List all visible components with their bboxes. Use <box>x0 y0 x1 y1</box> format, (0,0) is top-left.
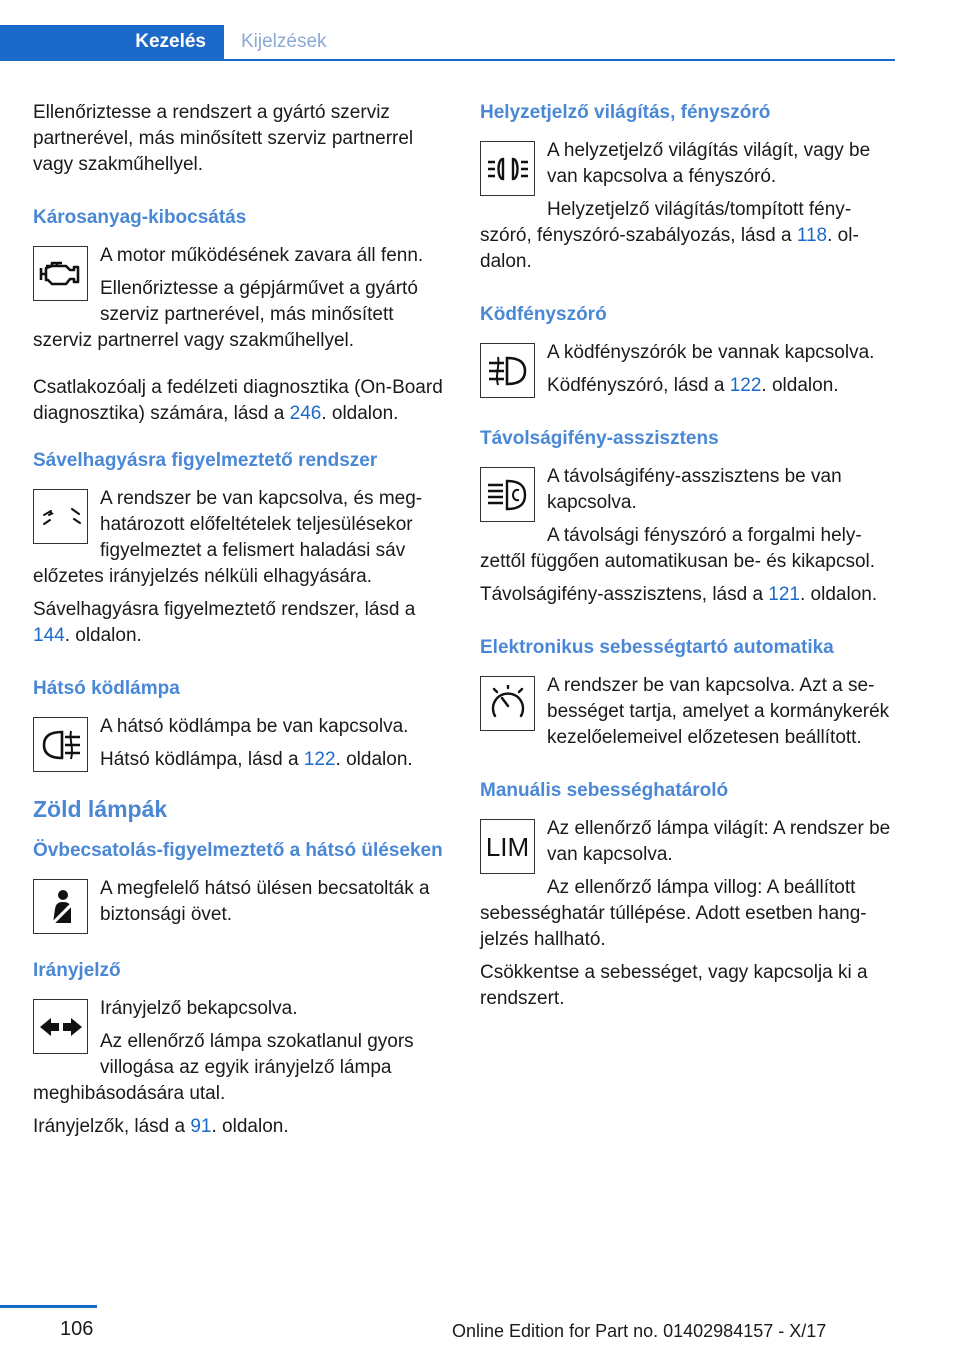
page-link-122-rear[interactable]: 122 <box>303 749 336 770</box>
fog-heading: Ködfényszóró <box>480 304 607 325</box>
footer-rule <box>0 1305 97 1308</box>
fog-reference: Ködfényszóró, lásd a 122. oldalon. <box>547 375 839 396</box>
parking-light-icon <box>480 141 535 196</box>
tab-bar <box>0 25 895 61</box>
high-beam-assist-icon <box>480 467 535 522</box>
page-link-246[interactable]: 246 <box>289 403 322 424</box>
limiter-section: LIM Az ellenőrző lámpa világít: A rendszer be van kapcsolva. Az ellenőrző lámpa villog: A beállított sebességhatár túllépése. Adott esetben hangjelzés hallható. <box>480 818 891 950</box>
fog-section: A ködfényszórók be vannak kapcsolva. Ködfényszóró, lásd a 122. oldalon. <box>480 340 892 406</box>
page-link-118[interactable]: 118 <box>796 225 828 246</box>
parking-reference: Helyzetjelző világítás/tompított fényszóró, fényszóró-szabályozás, lásd a 118. oldalon. <box>480 199 859 272</box>
tab-underline <box>0 59 895 61</box>
rearfog-heading: Hátsó ködlámpa <box>33 678 180 699</box>
lane-heading: Sávelhagyásra figyelmeztető rendszer <box>33 450 378 471</box>
belt-section: A megfelelő hátsó ülésen becsatolták a biztonsági övet. <box>33 876 447 938</box>
turn-section: Irányjelző bekapcsolva. Az ellenőrző lámpa szokatlanul gyors villogása az egyik irányjelző lámpa meghibásodására utal. <box>33 998 414 1104</box>
lane-departure-icon <box>33 489 88 544</box>
belt-heading: Övbecsatolás-figyelmeztető a hátsó üléseken <box>33 840 443 861</box>
page-number: 106 <box>60 1318 94 1340</box>
lane-reference: Sávelhagyásra figyelmeztető rendszer, lásd a 144. oldalon. <box>33 599 416 646</box>
front-fog-light-icon <box>480 343 535 398</box>
edition-footer: Online Edition for Part no. 01402984157 - X/17 <box>452 1321 827 1341</box>
page-link-144[interactable]: 144 <box>33 625 65 646</box>
page-link-91[interactable]: 91 <box>190 1116 212 1137</box>
green-lamps-heading: Zöld lámpák <box>33 796 168 822</box>
page-link-122-front[interactable]: 122 <box>729 375 762 396</box>
turn-heading: Irányjelző <box>33 960 121 981</box>
tab-kijelzesek[interactable]: Kijelzések <box>241 31 327 52</box>
page-link-121[interactable]: 121 <box>768 584 800 605</box>
limiter-heading: Manuális sebességhatároló <box>480 780 729 801</box>
right-column <box>480 100 892 1019</box>
parking-heading: Helyzetjelző világítás, fényszóró <box>480 102 771 123</box>
cruise-section: A rendszer be van kapcsolva. Azt a sebességet tartja, amelyet a kormánykerék kezelőelemeivel előzetesen beállított. <box>480 673 892 758</box>
parking-section: A helyzetjelző világítás világít, vagy be van kapcsolva a fényszóró. Helyzetjelző világítás/tompított fényszóró, fényszóró-szabályozás, lásd a 118. oldalon. <box>480 138 892 282</box>
cruise-control-icon <box>480 676 535 731</box>
rearfog-section: A hátsó ködlámpa be van kapcsolva. Hátsó ködlámpa, lásd a 122. oldalon. <box>33 714 447 780</box>
seatbelt-icon <box>33 879 88 934</box>
limiter-advice: Csökkentse a sebességet, vagy kapcsolja ki a rendszert. <box>480 962 868 1009</box>
highbeam-reference: Távolságifény-asszisztens, lásd a 121. oldalon. <box>480 584 878 605</box>
tab-kezeles[interactable]: Kezelés <box>0 25 224 59</box>
engine-check-icon <box>33 246 88 301</box>
lane-section: A rendszer be van kapcsolva, és meghatározott előfeltételek teljesülésekor figyelmeztet a felismert haladási sáv előzetes irányjelzés nélküli elhagyására. <box>33 488 423 587</box>
rearfog-reference: Hátsó ködlámpa, lásd a 122. oldalon. <box>100 749 413 770</box>
emissions-heading: Károsanyag-kibocsátás <box>33 207 247 228</box>
rear-fog-lamp-icon <box>33 717 88 772</box>
left-column <box>33 100 447 1147</box>
speed-limiter-icon: LIM <box>480 819 535 874</box>
cruise-heading: Elektronikus sebességtartó automatika <box>480 637 834 658</box>
intro-paragraph: Ellenőriztesse a rendszert a gyártó szerviz partnerével, más minősített szerviz partnerrel vagy szakműhellyel. <box>33 102 414 175</box>
turn-reference: Irányjelzők, lásd a 91. oldalon. <box>33 1116 289 1137</box>
turn-signal-icon <box>33 999 88 1054</box>
emissions-section: A motor működésének zavara áll fenn. Ellenőriztesse a gépjárművet a gyártó szerviz partnerével, más minősített szerviz partnerrel vagy szakműhellyel. <box>33 245 424 351</box>
diagnostics-reference: Csatlakozóalj a fedélzeti diagnosztika (On-Board diagnosztika) számára, lásd a 246. oldalon. <box>33 377 443 424</box>
highbeam-heading: Távolságifény-asszisztens <box>480 428 719 449</box>
highbeam-section: A távolságifény-asszisztens be van kapcsolva. A távolsági fényszóró a forgalmi helyzettől függően automatikusan be- és kikapcsol. <box>480 466 876 572</box>
